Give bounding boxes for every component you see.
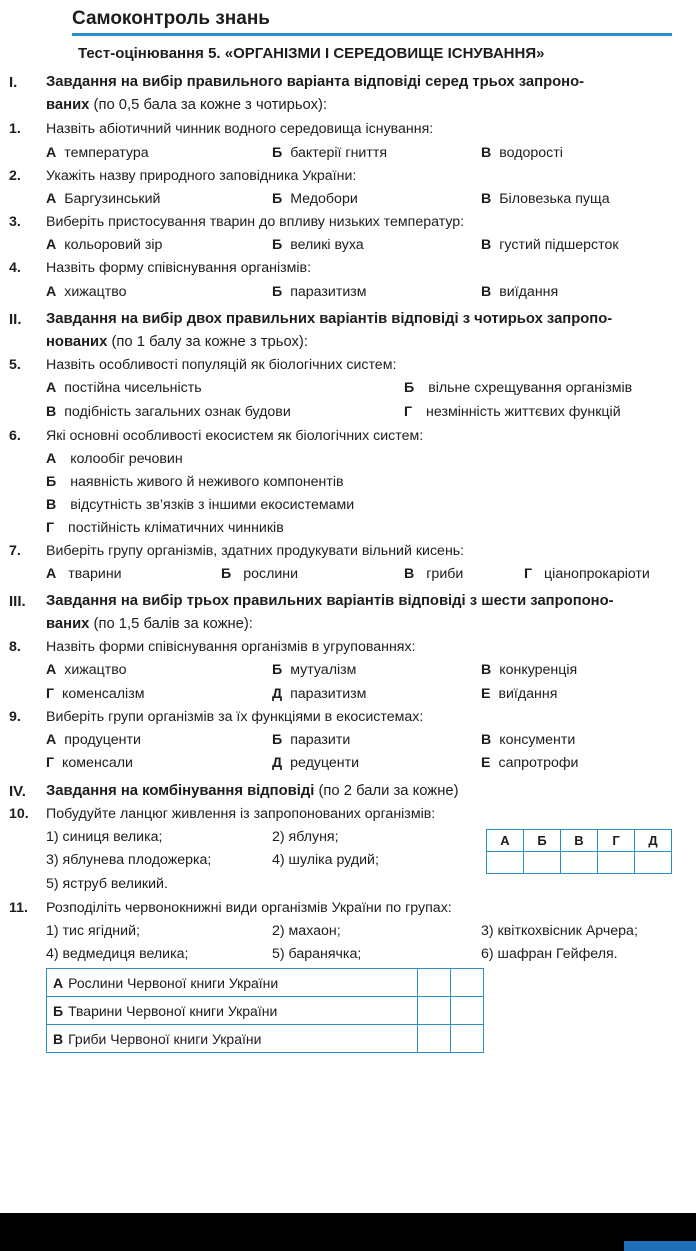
q2-option-b: Б Медобори — [272, 191, 358, 207]
q5-number: 5. — [9, 357, 21, 373]
q7-option-c: В гриби — [404, 566, 464, 582]
section-2-subheading — [46, 334, 308, 350]
q10-number: 10. — [9, 806, 29, 822]
section-1-sub-rest: (по 0,5 бала за кожне з чотирьох): — [89, 97, 328, 113]
q3-option-a: А кольоровий зір — [46, 237, 163, 253]
q9-option-e: Д редуценти — [272, 755, 360, 771]
q8-option-f: Е виїдання — [481, 686, 558, 702]
q3-number: 3. — [9, 214, 21, 230]
q11-answer-table — [46, 968, 484, 1053]
section-4-heading-rest: (по 2 бали за кожне) — [314, 783, 459, 799]
q1-option-c: В водорості — [481, 145, 563, 161]
q2-number: 2. — [9, 168, 21, 184]
q10-col-b: Б — [524, 830, 561, 852]
q6-option-a: А колообіг речовин — [46, 451, 183, 467]
q10-col-a: А — [487, 830, 524, 852]
section-3-subheading — [46, 616, 253, 632]
section-2-number: II. — [9, 311, 22, 328]
q11-number: 11. — [9, 900, 28, 916]
section-2-sub-bold: нованих — [46, 334, 108, 350]
q11-answer-cell[interactable] — [451, 969, 484, 997]
q1-option-b: Б бактерії гниття — [272, 145, 388, 161]
q7-number: 7. — [9, 543, 21, 559]
q3-text: Виберіть пристосування тварин до впливу низьких температур: — [46, 214, 465, 230]
q5-option-c: В подібність загальних ознак будови — [46, 404, 291, 420]
page-title: Самоконтроль знань — [72, 8, 270, 29]
q5-option-d: Г незмінність життєвих функцій — [404, 404, 621, 420]
q8-option-a: А хижацтво — [46, 662, 127, 678]
q4-text: Назвіть форму співіснування організмів: — [46, 260, 312, 276]
section-1-subheading — [46, 97, 327, 113]
q10-item-4: 4) шуліка рудий; — [272, 852, 379, 868]
q11-item-6: 6) шафран Гейфеля. — [481, 946, 618, 962]
q10-item-5: 5) яструб великий. — [46, 876, 168, 892]
q3-option-c: В густий підшерсток — [481, 237, 619, 253]
q7-option-b: Б рослини — [221, 566, 299, 582]
q11-answer-cell[interactable] — [451, 1025, 484, 1053]
q11-item-3: 3) квіткохвісник Арчера; — [481, 923, 638, 939]
q10-answer-cell[interactable] — [487, 852, 524, 874]
section-4-number: IV. — [9, 783, 26, 800]
q9-number: 9. — [9, 709, 21, 725]
q11-item-4: 4) ведмедиця велика; — [46, 946, 189, 962]
q11-item-2: 2) махаон; — [272, 923, 341, 939]
q6-text: Які основні особливості екосистем як біологічних систем: — [46, 428, 424, 444]
q7-text: Виберіть групу організмів, здатних продукувати вільний кисень: — [46, 543, 465, 559]
q11-answer-cell[interactable] — [418, 1025, 451, 1053]
section-2-heading: Завдання на вибір двох правильних варіантів відповіді з чотирьох запропо- — [46, 311, 613, 327]
q4-option-c: В виїдання — [481, 284, 559, 300]
q10-answer-input-row — [487, 852, 672, 874]
q11-item-5: 5) баранячка; — [272, 946, 362, 962]
section-3-sub-rest: (по 1,5 балів за кожне): — [89, 616, 253, 632]
q11-answer-cell[interactable] — [418, 969, 451, 997]
section-1-number: I. — [9, 74, 18, 91]
q9-option-d: Г коменсали — [46, 755, 133, 771]
q8-number: 8. — [9, 639, 21, 655]
q10-answer-cell[interactable] — [635, 852, 672, 874]
section-3-number: III. — [9, 593, 26, 610]
q10-answer-cell[interactable] — [598, 852, 635, 874]
q11-item-1: 1) тис ягідний; — [46, 923, 140, 939]
test-title: Тест-оцінювання 5. «ОРГАНІЗМИ І СЕРЕДОВИЩЕ ІСНУВАННЯ» — [78, 45, 545, 62]
q5-option-a: А постійна чисельність — [46, 380, 202, 396]
q10-answer-cell[interactable] — [561, 852, 598, 874]
q6-option-c: В відсутність зв’язків з іншими екосистемами — [46, 497, 355, 513]
q7-option-d: Г ціанопрокаріоти — [524, 566, 650, 582]
q10-answer-cell[interactable] — [524, 852, 561, 874]
q10-col-e: Д — [635, 830, 672, 852]
section-3-sub-bold: ваних — [46, 616, 90, 632]
q4-option-a: А хижацтво — [46, 284, 127, 300]
section-1-heading: Завдання на вибір правильного варіанта відповіді серед трьох запроно- — [46, 74, 585, 90]
q11-row-c — [47, 1025, 484, 1053]
q9-option-f: Е сапротрофи — [481, 755, 579, 771]
q9-option-a: А продуценти — [46, 732, 141, 748]
q6-option-d: Г постійність кліматичних чинників — [46, 520, 284, 536]
q11-answer-cell[interactable] — [418, 997, 451, 1025]
q9-option-b: Б паразити — [272, 732, 351, 748]
q1-number: 1. — [9, 121, 21, 137]
q11-row-c-label: В Гриби Червоної книги України — [47, 1025, 418, 1053]
q1-text: Назвіть абіотичний чинник водного середовища існування: — [46, 121, 434, 137]
q5-text: Назвіть особливості популяцій як біологічних систем: — [46, 357, 397, 373]
q2-text: Укажіть назву природного заповідника України: — [46, 168, 357, 184]
q8-option-c: В конкуренція — [481, 662, 578, 678]
q4-number: 4. — [9, 260, 21, 276]
q10-item-2: 2) яблуня; — [272, 829, 339, 845]
q4-option-b: Б паразитизм — [272, 284, 367, 300]
section-2-sub-rest: (по 1 балу за кожне з трьох): — [107, 334, 308, 350]
q9-option-c: В консументи — [481, 732, 576, 748]
q11-row-a — [47, 969, 484, 997]
q10-col-c: В — [561, 830, 598, 852]
title-underline — [72, 33, 672, 36]
q10-item-3: 3) яблунева плодожерка; — [46, 852, 212, 868]
q6-number: 6. — [9, 428, 21, 444]
q8-option-b: Б мутуалізм — [272, 662, 357, 678]
q10-answer-header-row — [487, 830, 672, 852]
q8-option-d: Г коменсалізм — [46, 686, 145, 702]
section-3-heading: Завдання на вибір трьох правильних варіантів відповіді з шести запропоно- — [46, 593, 614, 609]
section-4-heading-bold: Завдання на комбінування відповіді — [46, 783, 315, 799]
q9-text: Виберіть групи організмів за їх функціями в екосистемах: — [46, 709, 424, 725]
q8-option-e: Д паразитизм — [272, 686, 367, 702]
q10-text: Побудуйте ланцюг живлення із запропонованих організмів: — [46, 806, 436, 822]
q10-item-1: 1) синиця велика; — [46, 829, 163, 845]
q2-option-a: А Баргузинський — [46, 191, 161, 207]
q11-row-b — [47, 997, 484, 1025]
q10-answer-table — [486, 829, 672, 874]
q6-option-b: Б наявність живого й неживого компонентів — [46, 474, 344, 490]
q10-col-d: Г — [598, 830, 635, 852]
section-1-sub-bold: ваних — [46, 97, 90, 113]
q8-text: Назвіть форми співіснування організмів в угрупованнях: — [46, 639, 416, 655]
q3-option-b: Б великі вуха — [272, 237, 364, 253]
q11-answer-cell[interactable] — [451, 997, 484, 1025]
q1-option-a: А температура — [46, 145, 149, 161]
q5-option-b: Б вільне схрещування організмів — [404, 380, 633, 396]
q7-option-a: А тварини — [46, 566, 122, 582]
bottom-black-bar — [0, 1213, 696, 1251]
q11-text: Розподіліть червонокнижні види організмів України по групах: — [46, 900, 452, 916]
bottom-blue-mark — [624, 1241, 696, 1251]
section-4-heading — [46, 783, 459, 799]
q11-row-a-label: А Рослини Червоної книги України — [47, 969, 418, 997]
q11-row-b-label: Б Тварини Червоної книги України — [47, 997, 418, 1025]
q2-option-c: В Біловезька пуща — [481, 191, 610, 207]
